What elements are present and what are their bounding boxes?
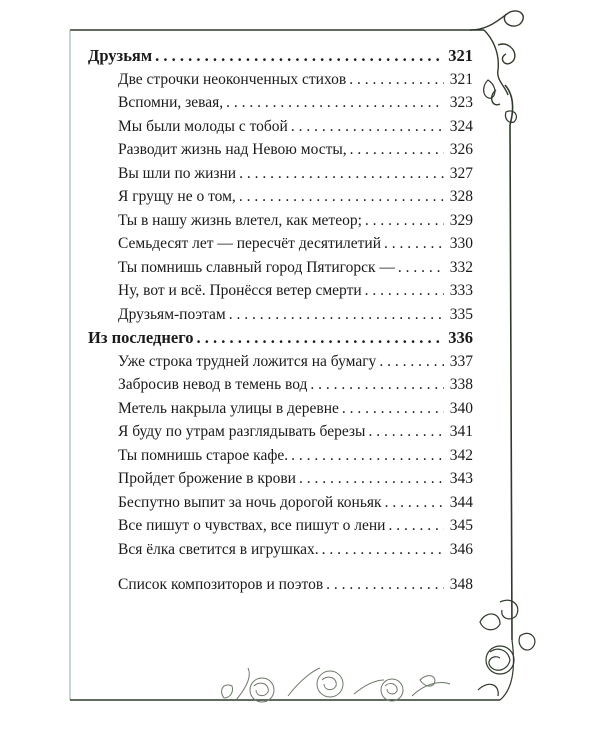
entry-title: Две строчки неоконченных стихов (118, 70, 347, 88)
toc-entry (88, 373, 473, 397)
dot-leader (398, 256, 444, 280)
section-title: Друзьям (88, 46, 153, 65)
toc-entry (88, 514, 473, 538)
entry-page: 329 (449, 211, 473, 229)
section-title: Из последнего (88, 328, 194, 347)
entry-page: 343 (449, 470, 473, 487)
toc-entry (88, 420, 473, 444)
entry-title: Ты помнишь славный город Пятигорск — (118, 258, 395, 276)
entry-page: 341 (449, 423, 473, 440)
entry-title: Ну, вот и всё. Пронёсся ветер смерти (118, 282, 362, 299)
entry-title: Вспомни, зевая, (118, 94, 224, 111)
frame-border-right (505, 85, 513, 640)
entry-page: 327 (449, 164, 473, 182)
entry-page: 321 (449, 70, 473, 88)
entry-title: Я буду по утрам разглядывать березы (118, 423, 366, 440)
entry-page: 328 (449, 188, 473, 205)
entry-title: Уже строка трудней ложится на бумагу (118, 352, 377, 370)
entry-page: 340 (449, 399, 473, 417)
toc-entry (88, 162, 473, 186)
toc-entry (88, 185, 473, 209)
entry-page: 346 (449, 540, 473, 558)
entry-page: 333 (449, 282, 473, 299)
dot-leader (350, 138, 444, 162)
entry-page: 342 (449, 446, 473, 464)
entry-title: Вся ёлка светится в игрушках. (118, 540, 319, 558)
entry-title: Пройдет брожение в крови (118, 470, 296, 487)
dot-leader (310, 373, 444, 397)
table-of-contents (88, 44, 473, 597)
dot-leader (322, 538, 444, 562)
toc-entry (88, 279, 473, 303)
toc-entry (88, 303, 473, 327)
entry-page: 335 (449, 305, 473, 323)
dot-leader (226, 91, 444, 115)
appendix-title: Список композиторов и поэтов (118, 576, 324, 593)
toc-entry (88, 467, 473, 491)
toc-section-iz-poslednego (88, 326, 473, 350)
entry-title: Мы были молоды с тобой (118, 117, 288, 135)
bottom-roses-ornament (222, 668, 450, 702)
entry-page: 338 (449, 376, 473, 393)
dot-leader (155, 44, 444, 68)
spacer (88, 561, 473, 573)
entry-page: 344 (449, 493, 473, 511)
toc-entry (88, 538, 473, 562)
entry-title: Ты в нашу жизнь влетел, как метеор; (118, 211, 362, 229)
entry-title: Ты помнишь старое кафе. (118, 446, 289, 464)
toc-section-druzyam (88, 44, 473, 68)
entry-title: Друзьям-поэтам (118, 305, 226, 323)
toc-entry (88, 397, 473, 421)
dot-leader (239, 162, 444, 186)
toc-entry (88, 350, 473, 374)
dot-leader (385, 491, 444, 515)
entry-page: 332 (449, 258, 473, 276)
dot-leader (388, 514, 444, 538)
entry-title: Забросив невод в темень вод (118, 376, 308, 393)
toc-entry (88, 491, 473, 515)
appendix-page: 348 (449, 576, 473, 593)
toc-entry (88, 444, 473, 468)
dot-leader (368, 420, 444, 444)
toc-entry (88, 232, 473, 256)
dot-leader (384, 232, 444, 256)
section-page: 336 (448, 328, 473, 347)
entry-page: 324 (449, 117, 473, 135)
dot-leader (299, 467, 444, 491)
dot-leader (291, 444, 444, 468)
entry-title: Я грущу не о том, (118, 188, 236, 205)
entry-title: Разводит жизнь над Невою мосты, (118, 141, 347, 158)
section-page: 321 (448, 46, 473, 65)
entry-page: 326 (449, 141, 473, 158)
dot-leader (229, 303, 444, 327)
toc-entry (88, 91, 473, 115)
entry-title: Семьдесят лет — пересчёт десятилетий (118, 235, 382, 252)
flourish-top-right (470, 11, 523, 105)
dot-leader (239, 185, 444, 209)
entry-title: Беспутно выпит за ночь дорогой коньяк (118, 493, 382, 511)
toc-appendix (88, 573, 473, 597)
entry-title: Вы шли по жизни (118, 164, 237, 182)
toc-entry (88, 115, 473, 139)
leaf-top-right (484, 80, 495, 98)
toc-entry (88, 209, 473, 233)
entry-title: Метель накрыла улицы в деревне (118, 399, 339, 417)
dot-leader (365, 209, 444, 233)
dot-leader (291, 115, 444, 139)
entry-title: Все пишут о чувствах, все пишут о лени (118, 517, 386, 534)
entry-page: 337 (449, 352, 473, 370)
entry-page: 345 (449, 517, 473, 534)
dot-leader (197, 326, 444, 350)
dot-leader (342, 397, 444, 421)
toc-entry (88, 68, 473, 92)
entry-page: 323 (449, 94, 473, 111)
toc-entry (88, 138, 473, 162)
toc-entry (88, 256, 473, 280)
dot-leader (365, 279, 444, 303)
dot-leader (326, 573, 444, 597)
entry-page: 330 (449, 235, 473, 252)
dot-leader (379, 350, 444, 374)
rose-vine-ornament-icon (478, 600, 535, 700)
dot-leader (349, 68, 444, 92)
